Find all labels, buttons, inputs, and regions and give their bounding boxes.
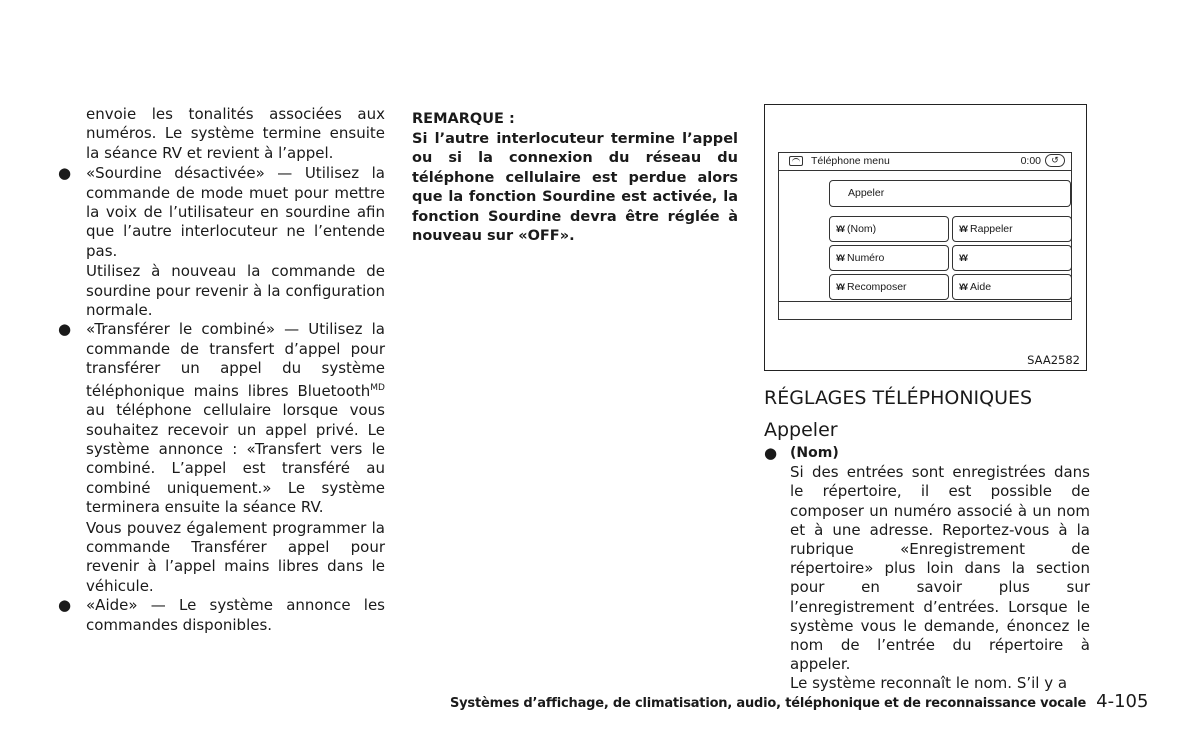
bullet-icon: ● — [764, 444, 778, 462]
section-heading: RÉGLAGES TÉLÉPHONIQUES — [764, 387, 1033, 409]
page-number: 4-105 — [1096, 691, 1149, 712]
voice-icon: ¥¥ — [959, 253, 968, 263]
redial-button[interactable]: ¥¥ Rappeler — [952, 216, 1072, 242]
left-column — [58, 105, 385, 635]
bullet-help — [58, 596, 385, 635]
footer-chapter-title: Systèmes d’affichage, de climatisation, audio, téléphonique et de reconnaissance vocale — [450, 696, 1087, 711]
voice-icon: ¥¥ — [836, 253, 845, 263]
bullet-mute-off — [58, 164, 385, 320]
bullet-body: Si des entrées sont enregistrées dans le répertoire, il est possible de composer un numéro associé à un nom et à une adresse. Reportez-vous à la rubrique «Enregistrement de répertoire» plus loin dans la section pour en savoir plus sur l’enregistrement d’entrées. Lorsque le système vous le demande, énoncez le nom de l’entrée du répertoire à appeler. — [790, 463, 1090, 674]
back-icon[interactable]: ↺ — [1045, 154, 1065, 167]
bullet-subtext: Vous pouvez également programmer la commande Transférer appel pour revenir à l’appel mains libres dans le véhicule. — [86, 518, 385, 595]
blank-voice-button[interactable] — [952, 245, 1072, 271]
subsection-heading: Appeler — [764, 419, 838, 441]
bullet-text: «Aide» — Le système annonce les commandes disponibles. — [86, 596, 385, 634]
remark-column — [412, 110, 738, 247]
page-footer — [450, 691, 1149, 712]
phone-menu-figure — [764, 104, 1087, 371]
bullet-text: «Transférer le combiné» — Utilisez la commande de transfert d’appel pour transférer un appel du système téléphonique mains libres Bluetooth$^{MD}$ au téléphone cellulaire lorsque vous souhaitez recevoir un appel privé. Le système annonce : «Transfert vers le combiné. L’appel est transféré au combiné uniquement.» Le système terminera ensuite la séance RV. — [86, 320, 385, 517]
phone-icon — [789, 156, 803, 166]
bullet-name — [764, 444, 1090, 694]
help-button[interactable]: ¥¥ Aide — [952, 274, 1072, 300]
bullet-icon: ● — [58, 164, 72, 183]
bullet-transfer-handset — [58, 320, 385, 596]
call-button[interactable]: Appeler — [829, 180, 1071, 207]
bullet-icon: ● — [58, 596, 72, 615]
screen-title: Téléphone menu — [811, 155, 890, 167]
number-button[interactable]: ¥¥ Numéro — [829, 245, 949, 271]
name-button[interactable]: ¥¥ (Nom) — [829, 216, 949, 242]
remark-title: REMARQUE : — [412, 111, 515, 127]
voice-icon: ¥¥ — [836, 224, 845, 234]
remark-body: Si l’autre interlocuteur termine l’appel ou si la connexion du réseau du téléphone cellulaire est perdue alors que la fonction Sourdine est activée, la fonction Sourdine devra être réglée à nouveau sur «OFF». — [412, 130, 738, 244]
bullet-label: (Nom) — [790, 445, 839, 461]
bullet-body-continued: Le système reconnaît le nom. S’il y a — [790, 674, 1068, 693]
bullet-icon: ● — [58, 320, 72, 339]
screen-header — [779, 153, 1071, 171]
phone-menu-screen — [778, 152, 1072, 320]
bullet-text: «Sourdine désactivée» — Utilisez la commande de mode muet pour mettre la voix de l’utilisateur en sourdine afin que l’autre interlocuteur ne l’entende pas. — [86, 164, 385, 260]
voice-icon: ¥¥ — [959, 224, 968, 234]
figure-code: SAA2582 — [1027, 353, 1080, 367]
bullet-subtext: Utilisez à nouveau la commande de sourdine pour revenir à la configuration normale. — [86, 262, 385, 320]
superscript-md: MD — [370, 382, 385, 393]
right-column — [764, 384, 1090, 694]
screen-footer — [779, 301, 1071, 319]
voice-icon: ¥¥ — [959, 282, 968, 292]
continued-paragraph: envoie les tonalités associées aux numéros. Le système termine ensuite la séance RV et revient à l’appel. — [86, 105, 385, 162]
call-timer: 0:00 — [1020, 155, 1041, 167]
recompose-button[interactable]: ¥¥ Recomposer — [829, 274, 949, 300]
voice-icon: ¥¥ — [836, 282, 845, 292]
